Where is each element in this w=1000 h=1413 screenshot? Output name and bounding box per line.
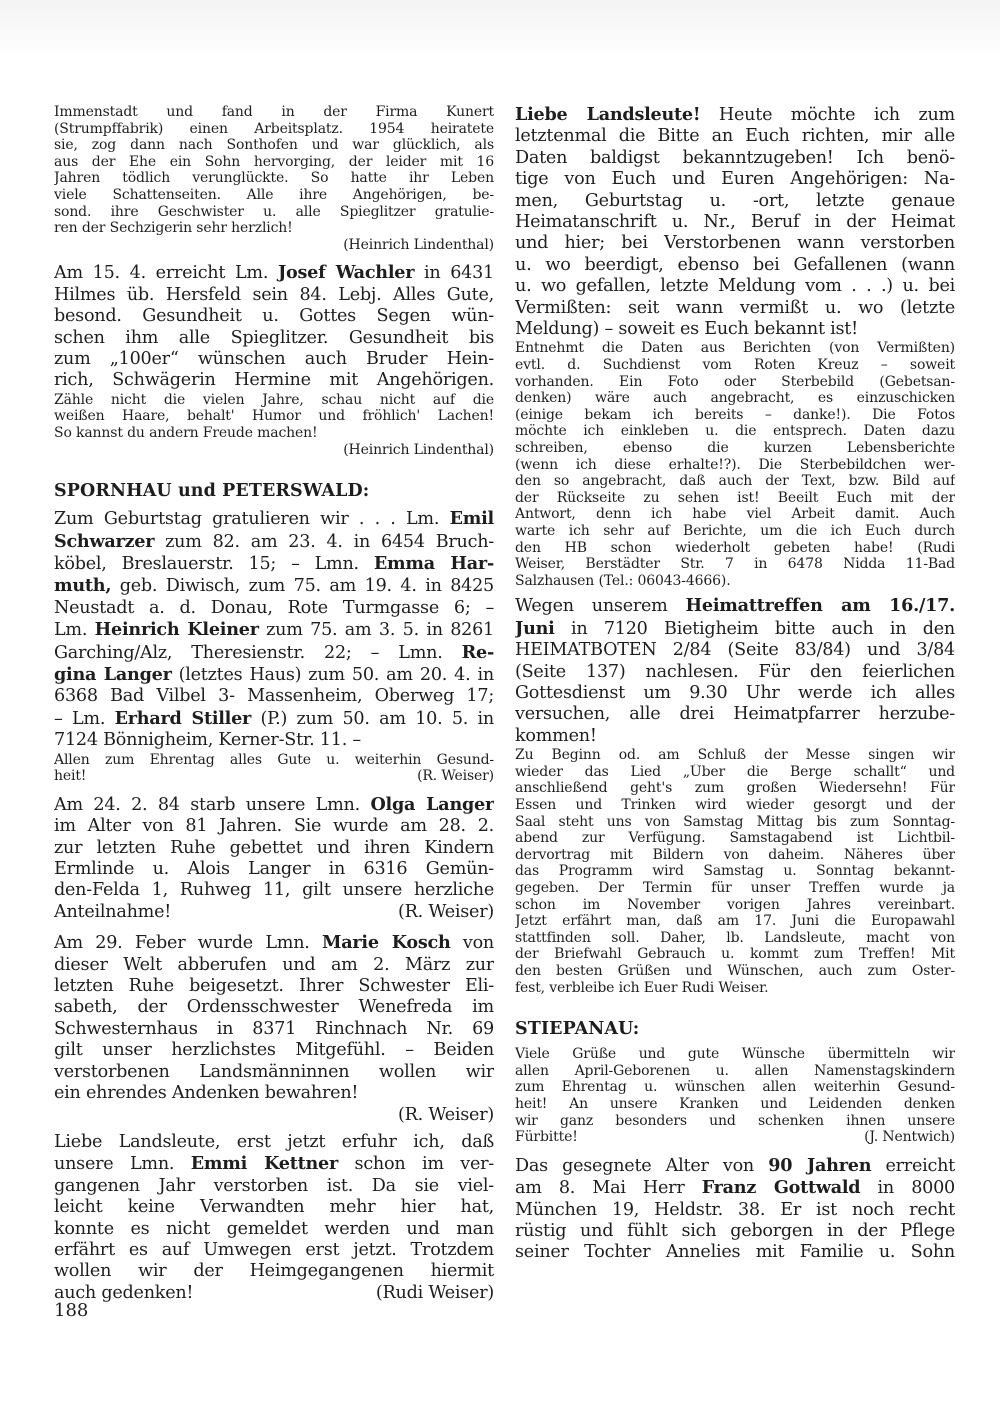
text-line: men, Geburtstag u. -ort, letzte genaue <box>515 190 955 211</box>
text-line: Heimatanschrift u. Nr., Beruf in der Heimat <box>515 212 955 233</box>
text-line: muth, geb. Diwisch, zum 75. am 19. 4. in 8425 <box>54 575 494 597</box>
text-line: wieder das Lied „Über die Berge schallt“ und <box>515 763 955 780</box>
text-line: den besten Grüßen und Wünschen, auch zum Oster- <box>515 962 955 979</box>
text-line: warte ich sehr auf Berichte, um die ich Euch durch <box>515 523 955 539</box>
text-line: gina Langer (letztes Haus) zum 50. am 20. 4. in <box>54 664 494 685</box>
text-line: zur letzten Ruhe gebettet und ihren Kindern <box>54 837 494 858</box>
text-line: letzten Ruhe beigesetzt. Ihrer Schwester Eli- <box>54 976 494 997</box>
text-line: der Rückseite zu sehen ist! Beeilt Euch mit der <box>515 489 955 506</box>
text-line: heit! An unsere Kranken und Leidenden denken <box>515 1095 955 1112</box>
text-line: Allen zum Ehrentag alles Gute u. weiterhin Gesund- <box>54 751 494 768</box>
article-birthday-sixty <box>54 104 494 253</box>
text-line: rich, Schwägerin Hermine mit Angehörigen. <box>54 370 494 391</box>
text-line: 7124 Bönnigheim, Kerner-Str. 11. – <box>54 730 361 751</box>
text-line: Antwort, denn ich habe viel Arbeit damit. Auch <box>515 506 955 523</box>
text-line: Immenstadt und fand in der Firma Kunert <box>54 104 494 120</box>
text-line: verstorbenen Landsmänninnen wollen wir <box>54 1061 494 1082</box>
section-heading-stiepanau: STIEPANAU: <box>515 1019 640 1040</box>
text-line: Anteilnahme! (R. Weiser) <box>54 901 494 922</box>
text-line: sie, zog dann nach Sonthofen und war glücklich, als <box>54 137 494 154</box>
text-line: im Alter von 81 Jahren. Sie wurde am 28. 2. <box>54 816 494 837</box>
text-line: tige von Euch und Euren Angehörigen: Na- <box>515 169 955 190</box>
text-line: unsere Lmn. Emmi Kettner schon im ver- <box>54 1153 494 1175</box>
text-line: am 8. Mai Herr Franz Gottwald in 8000 <box>515 1177 955 1199</box>
greeting <box>54 752 494 785</box>
text-line: Neustadt a. d. Donau, Rote Turmgasse 6; – <box>54 597 494 618</box>
text-line: wollen wir der Heimgegangenen hiermit <box>54 1261 494 1282</box>
text-line: Ermlinde u. Alois Langer in 6316 Gemün- <box>54 859 494 880</box>
text-line: gilt unser herzlichstes Mitgefühl. – Beiden <box>54 1040 494 1061</box>
text-line: den HB schon wiederholt gebeten habe! (Rudi <box>515 539 955 556</box>
text-line: viele Schattenseiten. Alle ihre Angehörigen, be- <box>54 186 494 203</box>
text-line: Jahren tödlich verunglückte. So hatte ihr Leben <box>54 170 494 187</box>
text-line: Hilmes üb. Hersfeld sein 84. Lebj. Alles Gute, <box>54 284 494 305</box>
text-line: möchte ich einkleben u. die entsprech. Daten dazu <box>515 423 955 440</box>
text-line: Wegen unserem Heimattreffen am 16./17. <box>515 595 955 617</box>
text-line: weißen Haare, behalt' Humor und fröhlich' Lachen! <box>54 408 494 425</box>
text-line: aus der Ehe ein Sohn hervorging, der leider mit 16 <box>54 153 494 170</box>
text-line: ren der Sechzigerin sehr herzlich! <box>54 220 293 237</box>
article-data-request <box>515 104 955 340</box>
text-line: dervortrag mit Bildern von daheim. Näheres über <box>515 846 955 863</box>
signature: (Rudi Weiser) <box>375 1282 494 1303</box>
text-line: Gottesdienst um 9.30 Uhr werde ich alles <box>515 683 955 703</box>
text-line: Lm. Heinrich Kleiner zum 75. am 3. 5. in 8261 <box>54 619 494 641</box>
text-line: konnte es nicht gemeldet werden und man <box>54 1218 494 1239</box>
text-line: seiner Tochter Annelies mit Familie u. Sohn <box>515 1242 955 1263</box>
text-line: stattfinden soll. Daher, lb. Landsleute, macht von <box>515 929 955 946</box>
article-olga-langer <box>54 794 494 923</box>
article-mass-program <box>515 747 955 996</box>
signature: (R. Weiser) <box>398 901 494 922</box>
text-line: dieser Welt abberufen und am 2. März zur <box>54 954 494 975</box>
text-line: wir ganz besonders und schenken ihnen unsere <box>515 1112 955 1129</box>
text-line: Zu Beginn od. am Schluß der Messe singen wir <box>515 747 955 764</box>
text-line: köbel, Breslauerstr. 15; – Lmn. Emma Har- <box>54 552 494 574</box>
text-line: Viele Grüße und gute Wünsche übermitteln wir <box>515 1046 955 1063</box>
text-line: Daten baldigst bekanntzugeben! Ich benö- <box>515 147 955 168</box>
section-heading-spornhau: SPORNHAU und PETERSWALD: <box>54 481 370 502</box>
text-line: Jetzt erfährt man, daß am 17. Juni die Europawahl <box>515 913 955 930</box>
text-line: gegeben. Der Termin für unser Treffen wurde ja <box>515 879 955 896</box>
text-line: Saal steht uns von Samstag Mittag bis zum Sonntag- <box>515 813 955 830</box>
text-line: München 19, Heldstr. 38. Er ist noch recht <box>515 1199 955 1220</box>
text-line: den-Felda 1, Ruhweg 11, gilt unsere herzliche <box>54 880 494 901</box>
left-column <box>54 104 494 1304</box>
text-line: das Programm wird Samstag u. Sonntag bekannt- <box>515 863 955 880</box>
text-line: gangenen Jahr verstorben ist. Da sie viel- <box>54 1175 494 1196</box>
text-line: vorhanden. Ein Foto oder Sterbebild (Gebetsan- <box>515 373 955 390</box>
text-line: (Seite 137) nachlesen. Für den feierlichen <box>515 661 955 682</box>
text-line: letztenmal die Bitte an Euch richten, mir alle <box>515 126 955 147</box>
text-line: sabeth, der Ordensschwester Wenefreda im <box>54 997 494 1018</box>
text-line: versuchen, alle drei Heimatpfarrer herzube- <box>515 704 955 725</box>
text-line: abend zur Verfügung. Samstagabend ist Lichtbil- <box>515 830 955 847</box>
text-line: HEIMATBOTEN 2/84 (Seite 83/84) und 3/84 <box>515 640 955 661</box>
text-line: Am 29. Feber wurde Lmn. Marie Kosch von <box>54 932 494 954</box>
text-line: Liebe Landsleute, erst jetzt erfuhr ich, daß <box>54 1131 494 1152</box>
text-line: Salzhausen (Tel.: 06043-4666). <box>515 572 731 589</box>
article-heimattreffen <box>515 595 955 747</box>
text-line: sond. ihre Geschwister u. alle Spieglitzer gratulie- <box>54 203 494 220</box>
text-line: ein ehrendes Andenken bewahren! <box>54 1083 359 1104</box>
text-line: fest, verbleibe ich Euer Rudi Weiser. <box>515 979 769 996</box>
article-emmi-kettner <box>54 1132 494 1304</box>
text-line: So kannst du andern Freude machen! <box>54 424 318 441</box>
text-line: Garching/Alz, Theresienstr. 22; – Lmn. Re- <box>54 641 494 663</box>
text-line: schreiben, ebenso die kurzen Lebensberichte <box>515 440 955 457</box>
scan-shading <box>0 0 1000 60</box>
text-line: Schwesternhaus in 8371 Rinchnach Nr. 69 <box>54 1018 494 1039</box>
text-line: 6368 Bad Vilbel 3- Massenheim, Oberweg 17; <box>54 686 494 707</box>
signature: (R. Weiser) <box>417 768 494 785</box>
right-column <box>515 104 955 1264</box>
text-line: auch gedenken! (Rudi Weiser) <box>54 1282 494 1303</box>
text-line: Fürbitte! (J. Nentwich) <box>515 1129 955 1146</box>
text-line: der Briefwahl Gebrauch u. kommt zum Treffen! Mit <box>515 946 955 963</box>
text-line: Am 15. 4. erreicht Lm. Josef Wachler in 6431 <box>54 262 494 284</box>
signature: (R. Weiser) <box>398 1104 494 1125</box>
text-line: Weiser, Berstädter Str. 7 in 6478 Nidda 11-Bad <box>515 556 955 573</box>
text-line: und hier; bei Verstorbenen wann verstorben <box>515 233 955 254</box>
text-line: (wenn ich diese erhalte!?). Die Sterbebildchen wer- <box>515 456 955 473</box>
person-name: Josef Wachler <box>277 262 415 284</box>
article-data-details <box>515 340 955 589</box>
text-line: rüstig und fühlt sich geborgen in der Pflege <box>515 1220 955 1241</box>
text-line: (Strumpffabrik) einen Arbeitsplatz. 1954 heiratete <box>54 120 494 137</box>
text-line: Das gesegnete Alter von 90 Jahren erreicht <box>515 1154 955 1176</box>
text-line: schon im November vorigen Jahres vereinbart. <box>515 896 955 913</box>
text-line: Meldung) – soweit es Euch bekannt ist! <box>515 319 858 340</box>
page-number: 188 <box>54 1300 89 1321</box>
text-line: Entnehmt die Daten aus Berichten (von Vermißten) <box>515 340 955 357</box>
text-line: Juni in 7120 Bietigheim bitte auch in den <box>515 617 955 639</box>
poem <box>54 392 494 458</box>
article-franz-gottwald <box>515 1155 955 1264</box>
text-line: erfährt es auf Umwegen erst jetzt. Trotzdem <box>54 1239 494 1260</box>
signature: (J. Nentwich) <box>864 1129 955 1146</box>
text-line: u. wo beerdigt, ebenso bei Gefallenen (wann <box>515 254 955 275</box>
text-line: besond. Gesundheit u. Gottes Segen wün- <box>54 306 494 327</box>
text-line: kommen! <box>515 725 597 746</box>
text-line: schen ihm alle Spieglitzer. Gesundheit bis <box>54 327 494 348</box>
text-line: zum Ehrentag u. wünschen allen weiterhin Gesund- <box>515 1079 955 1096</box>
text-line: evtl. d. Suchdienst vom Roten Kreuz – soweit <box>515 357 955 374</box>
text-line: heit! (R. Weiser) <box>54 768 494 785</box>
text-line: zum „100er“ wünschen auch Bruder Hein- <box>54 348 494 369</box>
text-line: Vermißten: seit wann vermißt u. wo (letzte <box>515 297 955 318</box>
text-line: Schwarzer zum 82. am 23. 4. in 6454 Bruch- <box>54 530 494 552</box>
text-line: Am 24. 2. 84 starb unsere Lmn. Olga Langer <box>54 793 494 815</box>
article-spornhau-birthdays <box>54 508 494 751</box>
article-josef-wachler <box>54 262 494 391</box>
article-marie-kosch <box>54 932 494 1126</box>
text-line: Zähle nicht die vielen Jahre, schau nicht auf die <box>54 391 494 408</box>
article-stiepanau-greetings <box>515 1046 955 1146</box>
text-line: Zum Geburtstag gratulieren wir . . . Lm. Emil <box>54 508 494 530</box>
text-line: u. wo gefallen, letzte Meldung vom . . .) u. bei <box>515 276 955 297</box>
text-line: denken) wäre auch angebracht, es einzuschicken <box>515 390 955 407</box>
text-line: anschließend geht's zum großen Wiedersehn! Für <box>515 780 955 797</box>
text-line: allen April-Geborenen u. allen Namenstagskindern <box>515 1062 955 1079</box>
text-line: Liebe Landsleute! Heute möchte ich zum <box>515 104 955 125</box>
text-line: den so angebracht, daß auch der Text, bzw. Bild auf <box>515 473 955 490</box>
text-line: leicht keine Verwandten mehr hier hat, <box>54 1197 494 1218</box>
text-line: Essen und Trinken wird wieder gesorgt und der <box>515 797 955 813</box>
signature: (Heinrich Lindenthal) <box>343 236 494 253</box>
text-line: (einige bekam ich bereits – danke!). Die Fotos <box>515 406 955 423</box>
text-line: – Lm. Erhard Stiller (P.) zum 50. am 10. 5. in <box>54 707 494 729</box>
signature: (Heinrich Lindenthal) <box>343 441 494 458</box>
